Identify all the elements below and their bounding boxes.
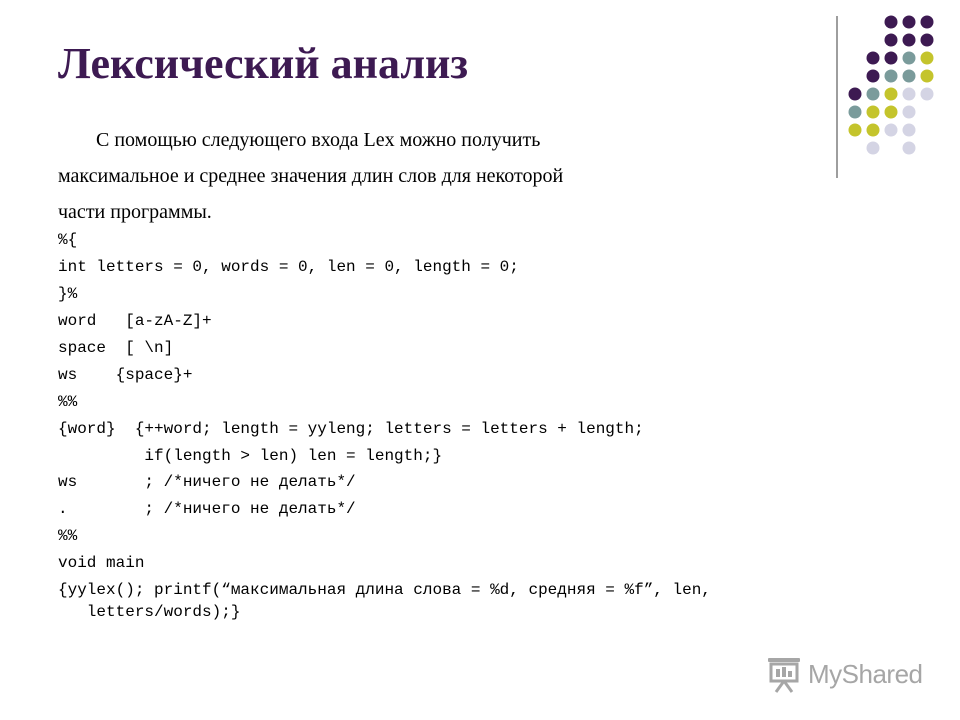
code-line: }% [58, 285, 78, 303]
paragraph-line: максимальное и среднее значения длин слов для некоторой [58, 165, 564, 187]
decorative-dot [903, 52, 916, 65]
slide-title: Лексический анализ [58, 39, 469, 88]
decorative-dot [849, 124, 862, 137]
dot-grid [849, 16, 934, 155]
code-line: . ; /*ничего не делать*/ [58, 500, 356, 518]
projector-screen-icon [766, 656, 802, 694]
watermark [766, 654, 936, 696]
code-line: void main [58, 554, 145, 572]
decorative-dot [903, 106, 916, 119]
decorative-dot [867, 106, 880, 119]
paragraph-line: С помощью следующего входа Lex можно получить [96, 129, 541, 151]
code-line: {yylex(); printf(“максимальная длина слова = %d, средняя = %f”, len, [58, 581, 711, 599]
code-line: ws {space}+ [58, 366, 193, 384]
decorative-dot [885, 34, 898, 47]
decorative-dot [849, 88, 862, 101]
decorative-dot [885, 16, 898, 29]
watermark-text: MyShared [808, 659, 923, 689]
decorative-dot [921, 16, 934, 29]
decorative-dot [885, 70, 898, 83]
decorative-dot [921, 52, 934, 65]
decorative-dot [921, 70, 934, 83]
decorative-dot [903, 70, 916, 83]
code-line: letters/words);} [58, 603, 241, 621]
code-line: %{ [58, 231, 78, 249]
decorative-dot [903, 34, 916, 47]
code-line: %% [58, 527, 78, 545]
decorative-dot [849, 106, 862, 119]
decorative-dot [885, 52, 898, 65]
paragraph-line: части программы. [58, 201, 212, 223]
decorative-dot [903, 124, 916, 137]
code-line: {word} {++word; length = yyleng; letters = letters + length; [58, 420, 644, 438]
decorative-dot [921, 88, 934, 101]
decorative-dot [885, 88, 898, 101]
decorative-dot [885, 124, 898, 137]
decorative-dot [921, 34, 934, 47]
code-line: word [a-zA-Z]+ [58, 312, 212, 330]
code-line: space [ \n] [58, 339, 174, 357]
decorative-dot [903, 88, 916, 101]
decorative-dot [903, 142, 916, 155]
code-line: ws ; /*ничего не делать*/ [58, 473, 356, 491]
decorative-dot [867, 52, 880, 65]
decorative-dot [867, 88, 880, 101]
code-line: if(length > len) len = length;} [58, 447, 443, 465]
code-line: int letters = 0, words = 0, len = 0, length = 0; [58, 258, 519, 276]
decorative-dot [903, 16, 916, 29]
decorative-dot [867, 70, 880, 83]
decorative-dot [885, 106, 898, 119]
decorative-dot-grid [836, 12, 946, 182]
decorative-dot [867, 142, 880, 155]
code-line: %% [58, 393, 78, 411]
decorative-dot [867, 124, 880, 137]
